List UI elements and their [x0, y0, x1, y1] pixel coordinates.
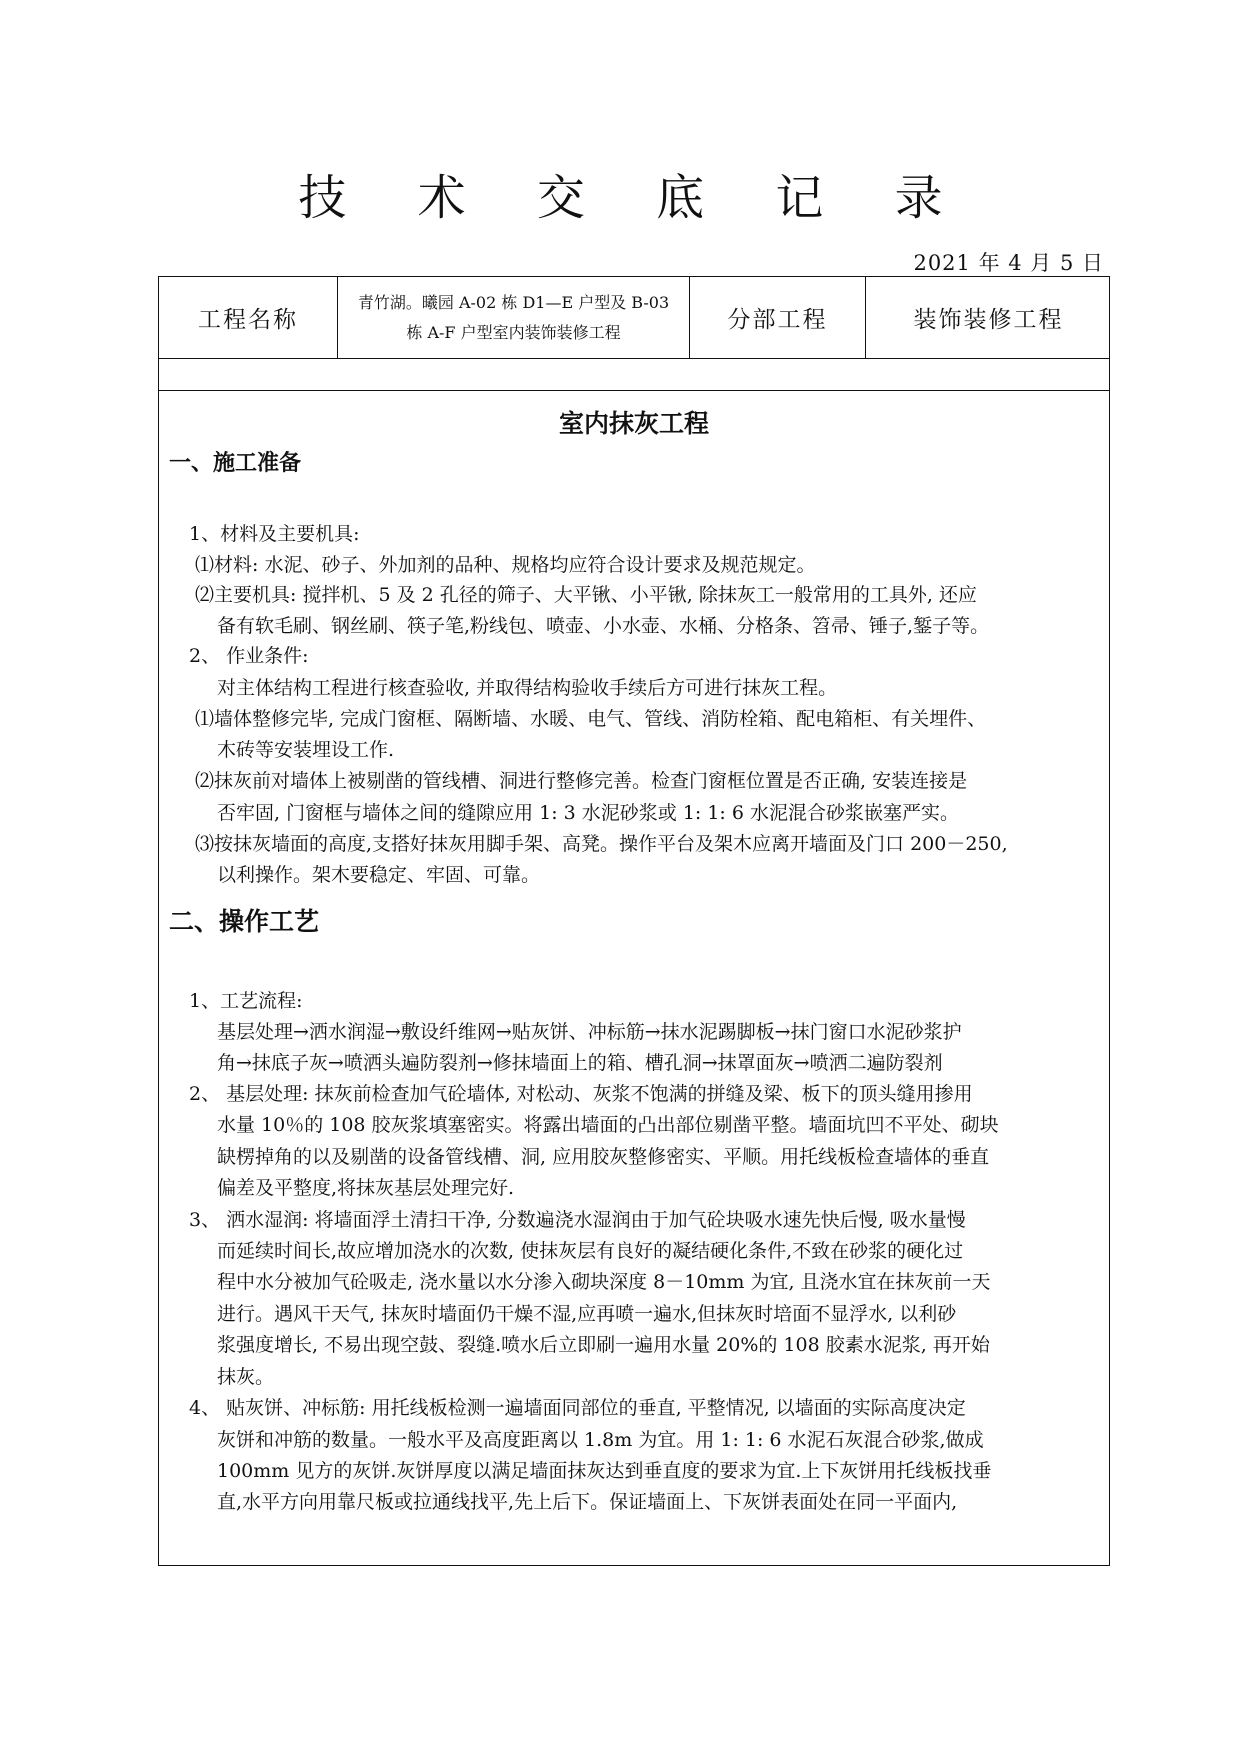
s2-line: 浆强度增长, 不易出现空鼓、裂缝.喷水后立即刷一遍用水量 20%的 108 胶素水泥浆, 再开始: [217, 1334, 990, 1356]
s1-line: ⑵主要机具: 搅拌机、5 及 2 孔径的筛子、大平锹、小平锹, 除抹灰工一般常用的工具外, 还应: [195, 584, 977, 606]
s2-line: 进行。遇风干天气, 抹灰时墙面仍干燥不湿,应再喷一遍水,但抹灰时培面不显浮水, 以利砂: [217, 1303, 957, 1325]
s1-line: 备有软毛刷、钢丝刷、筷子笔,粉线包、喷壶、小水壶、水桶、分格条、笤帚、锤子,錾子等。: [217, 615, 990, 637]
s1-line: 对主体结构工程进行核查验收, 并取得结构验收手续后方可进行抹灰工程。: [217, 677, 838, 699]
s2-line: 缺楞掉角的以及剔凿的设备管线槽、洞, 应用胶灰整修密实、平顺。用托线板检查墙体的垂直: [217, 1146, 990, 1168]
s2-line: 100mm 见方的灰饼.灰饼厚度以满足墙面抹灰达到垂直度的要求为宜.上下灰饼用托线板找垂: [217, 1460, 992, 1482]
s1-line: 2、 作业条件:: [189, 645, 309, 667]
s1-line: 1、材料及主要机具:: [189, 523, 360, 545]
s2-line: 偏差及平整度,将抹灰基层处理完好.: [217, 1177, 515, 1199]
s1-line: ⑶按抹灰墙面的高度,支搭好抹灰用脚手架、高凳。操作平台及架木应离开墙面及门口 200－250,: [195, 833, 1008, 855]
project-name-line2: 栋 A-F 户型室内装饰装修工程: [406, 322, 621, 342]
blank-row: [159, 359, 1109, 391]
s1-line: 木砖等安装埋设工作.: [217, 739, 395, 761]
project-name-line1: 青竹湖。曦园 A-02 栋 D1—E 户型及 B-03: [357, 292, 670, 312]
s2-line: 水量 10％的 108 胶灰浆填塞密实。将露出墙面的凸出部位剔凿平整。墙面坑凹不平处、砌块: [217, 1114, 999, 1136]
s1-line: ⑵抹灰前对墙体上被剔凿的管线槽、洞进行整修完善。检查门窗框位置是否正确, 安装连接是: [195, 770, 968, 792]
s2-line: 程中水分被加气砼吸走, 浇水量以水分渗入砌块深度 8－10mm 为宜, 且浇水宜在抹灰前一天: [217, 1271, 991, 1293]
section1-heading: 一、施工准备: [169, 451, 302, 476]
s2-line: 4、 贴灰饼、冲标筋: 用托线板检测一遍墙面同部位的垂直, 平整情况, 以墙面的实际高度决定: [189, 1397, 966, 1419]
s1-line: ⑴墙体整修完毕, 完成门窗框、隔断墙、水暖、电气、管线、消防栓箱、配电箱柜、有关埋件、: [195, 708, 987, 730]
s1-line: 以利操作。架木要稳定、牢固、可靠。: [217, 864, 541, 886]
s2-line: 1、工艺流程:: [189, 990, 303, 1012]
content-title: 室内抹灰工程: [558, 409, 709, 438]
section2-heading: 二、操作工艺: [169, 907, 320, 936]
s2-line: 角→抹底子灰→喷洒头遍防裂剂→修抹墙面上的箱、槽孔洞→抹罩面灰→喷洒二遍防裂剂: [217, 1052, 943, 1074]
s2-line: 而延续时间长,故应增加浇水的次数, 使抹灰层有良好的凝结硬化条件,不致在砂浆的硬化过: [217, 1240, 964, 1262]
project-name-label: 工程名称: [159, 277, 338, 358]
document-date: 2021 年 4 月 5 日: [913, 251, 1104, 275]
project-name-value: [338, 277, 690, 358]
s1-line: 否牢固, 门窗框与墙体之间的缝隙应用 1: 3 水泥砂浆或 1: 1: 6 水泥混合砂浆嵌塞严实。: [217, 802, 960, 824]
s2-line: 直,水平方向用靠尺板或拉通线找平,先上后下。保证墙面上、下灰饼表面处在同一平面内,: [217, 1491, 958, 1513]
form-header-row: [159, 277, 1109, 359]
subproject-label: 分部工程: [690, 277, 866, 358]
s1-line: ⑴材料: 水泥、砂子、外加剂的品种、规格均应符合设计要求及规范规定。: [195, 554, 816, 576]
subproject-value: 装饰装修工程: [913, 307, 1064, 333]
document-title: 技 术 交 底 记 录: [298, 170, 971, 226]
s2-line: 抹灰。: [217, 1366, 275, 1388]
content-area: [159, 391, 1109, 1565]
s2-line: 3、 洒水湿润: 将墙面浮土清扫干净, 分数遍浇水湿润由于加气砼块吸水速先快后慢, 吸水量慢: [189, 1209, 966, 1231]
s2-line: 基层处理→洒水润湿→敷设纤维网→贴灰饼、冲标筋→抹水泥踢脚板→抹门窗口水泥砂浆护: [217, 1021, 962, 1043]
s2-line: 2、 基层处理: 抹灰前检查加气砼墙体, 对松动、灰浆不饱满的拼缝及梁、板下的顶头缝用掺用: [189, 1083, 973, 1105]
record-form: [158, 276, 1110, 1566]
s2-line: 灰饼和冲筋的数量。一般水平及高度距离以 1.8m 为宜。用 1: 1: 6 水泥石灰混合砂浆,做成: [217, 1429, 984, 1451]
